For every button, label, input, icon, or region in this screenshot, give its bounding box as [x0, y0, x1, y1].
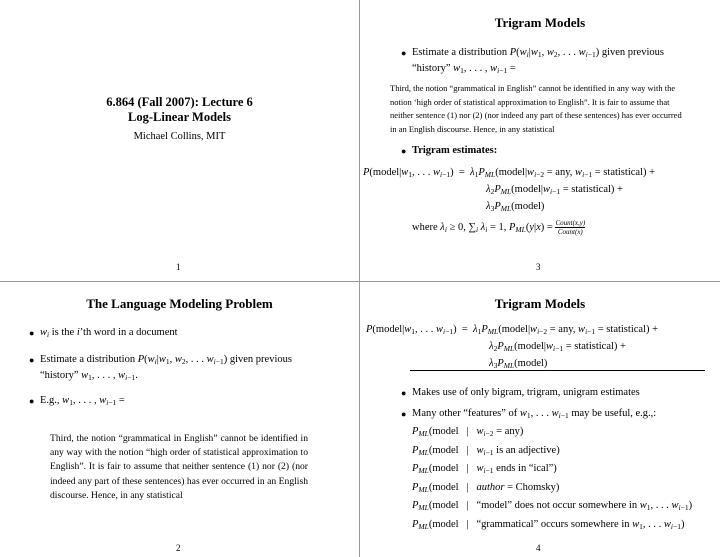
slide-2 [0, 282, 359, 557]
bullet-dot: ● [401, 388, 407, 398]
page-number: 3 [536, 262, 541, 272]
bullet-dot: ● [29, 355, 35, 365]
page-number: 2 [176, 543, 181, 553]
quote-paragraph: Third, the notion “grammatical in English” cannot be identified in any way with the notion “high order of statistical approximation to English”. It is fair to assume that neither sentence (1) nor (2) (nor indeed any part of these sentences) has ever occurred in an English discourse. Hence, in any statistical [50, 433, 308, 501]
slide-title: Trigram Models [494, 15, 586, 30]
bullet-item: ● Makes use of only bigram, trigram, unigram estimates [401, 387, 640, 398]
lambda-constraints: where $\lambda_i \ge 0$, $\sum_i$ $\lambda_i = 1$, $P_{ML}(y|x)$ = Count(x,y) Count(x) [412, 219, 586, 236]
lecture-title-line2: Log-Linear Models [128, 110, 231, 124]
slide-title: Trigram Models [494, 296, 586, 311]
separator-rule [410, 370, 705, 371]
trigram-equation: $P(model|w_1$, . . . $w_{i-1}$) = $\lambda_1P_{ML}(model|w_{i-2}$ = any, $w_{i-1}$ = statistical) + $\lambda_2P_{ML}(model|w_{i-1}$ = statistical) + $\lambda_3P_{ML}(model)$ [366, 324, 659, 370]
feature-row: $P_{ML}(model$ | $w_{i-1}$ ends in “ical”) [412, 463, 557, 475]
lecture-title [0, 95, 359, 125]
bullet-dot: ● [29, 328, 35, 338]
feature-row: $P_{ML}(model$ | “model” does not occur somewhere in $w_1$, . . . $w_{i-1}$) [412, 500, 693, 512]
feature-row: $P_{ML}(model$ | $w_{i-2} = any$) [412, 426, 524, 438]
page-number: 4 [536, 543, 541, 553]
feature-row: $P_{ML}(model$ | author = Chomsky) [412, 481, 560, 494]
bullet-dot: ● [401, 48, 407, 58]
bullet-dot: ● [401, 409, 407, 419]
lecture-title-line1: 6.864 (Fall 2007): Lecture 6 [106, 95, 253, 109]
bullet-item: ● E.g., $w_1$, . . . , $w_{i-1}$ = [29, 395, 125, 407]
page-number: 1 [176, 262, 181, 272]
bullet-item: ● $w_i$ is the i’th word in a document [29, 327, 178, 339]
author: Michael Collins, MIT [133, 131, 226, 142]
slide-4 [360, 282, 720, 557]
feature-row: $P_{ML}(model$ | “grammatical” occurs somewhere in $w_1$, . . . $w_{i-1}$) [412, 518, 685, 531]
bullet-item: ● Trigram estimates: [401, 145, 498, 156]
feature-list [412, 424, 692, 535]
bullet-item: ● Many other “features” of $w_1$, . . . $w_{i-1}$ may be useful, e.g.,: [401, 408, 657, 420]
slide-3 [360, 0, 720, 281]
slide-1 [0, 0, 359, 281]
slide-title: The Language Modeling Problem [86, 296, 273, 311]
bullet-item: ● Estimate a distribution $P(w_i|w_1$, $w_2$, . . . $w_{i-1}$) given previous “history” $w_1$, . . . , $w_{i-1}$ = [401, 47, 664, 75]
bullet-item: ● Estimate a distribution $P(w_i|w_1$, $w_2$, . . . $w_{i-1}$) given previous “history” $w_1$, . . . , $w_{i-1}$. [29, 354, 292, 382]
trigram-equation: $P(model|w_1$, . . . $w_{i-1}$) = $\lambda_1P_{ML}(model|w_{i-2}$ = any, $w_{i-1}$ = statistical) + $\lambda_2P_{ML}(model|w_{i-1}$ = statistical) + $\lambda_3P_{ML}(model)$ [363, 167, 656, 213]
quote-paragraph: Third, the notion “grammatical in English” cannot be identified in any way with the notion ‘high order of statistical approximation to English”. It is fair to assume that neither sentence (1) nor (2) (nor indeed any part of these sentences) has ever occurred in an English discourse. Hence, in any statistical [390, 83, 682, 134]
bullet-dot: ● [401, 146, 407, 156]
bullet-dot: ● [29, 396, 35, 406]
feature-row: $P_{ML}(model$ | $w_{i-1}$ is an adjective) [412, 444, 560, 457]
